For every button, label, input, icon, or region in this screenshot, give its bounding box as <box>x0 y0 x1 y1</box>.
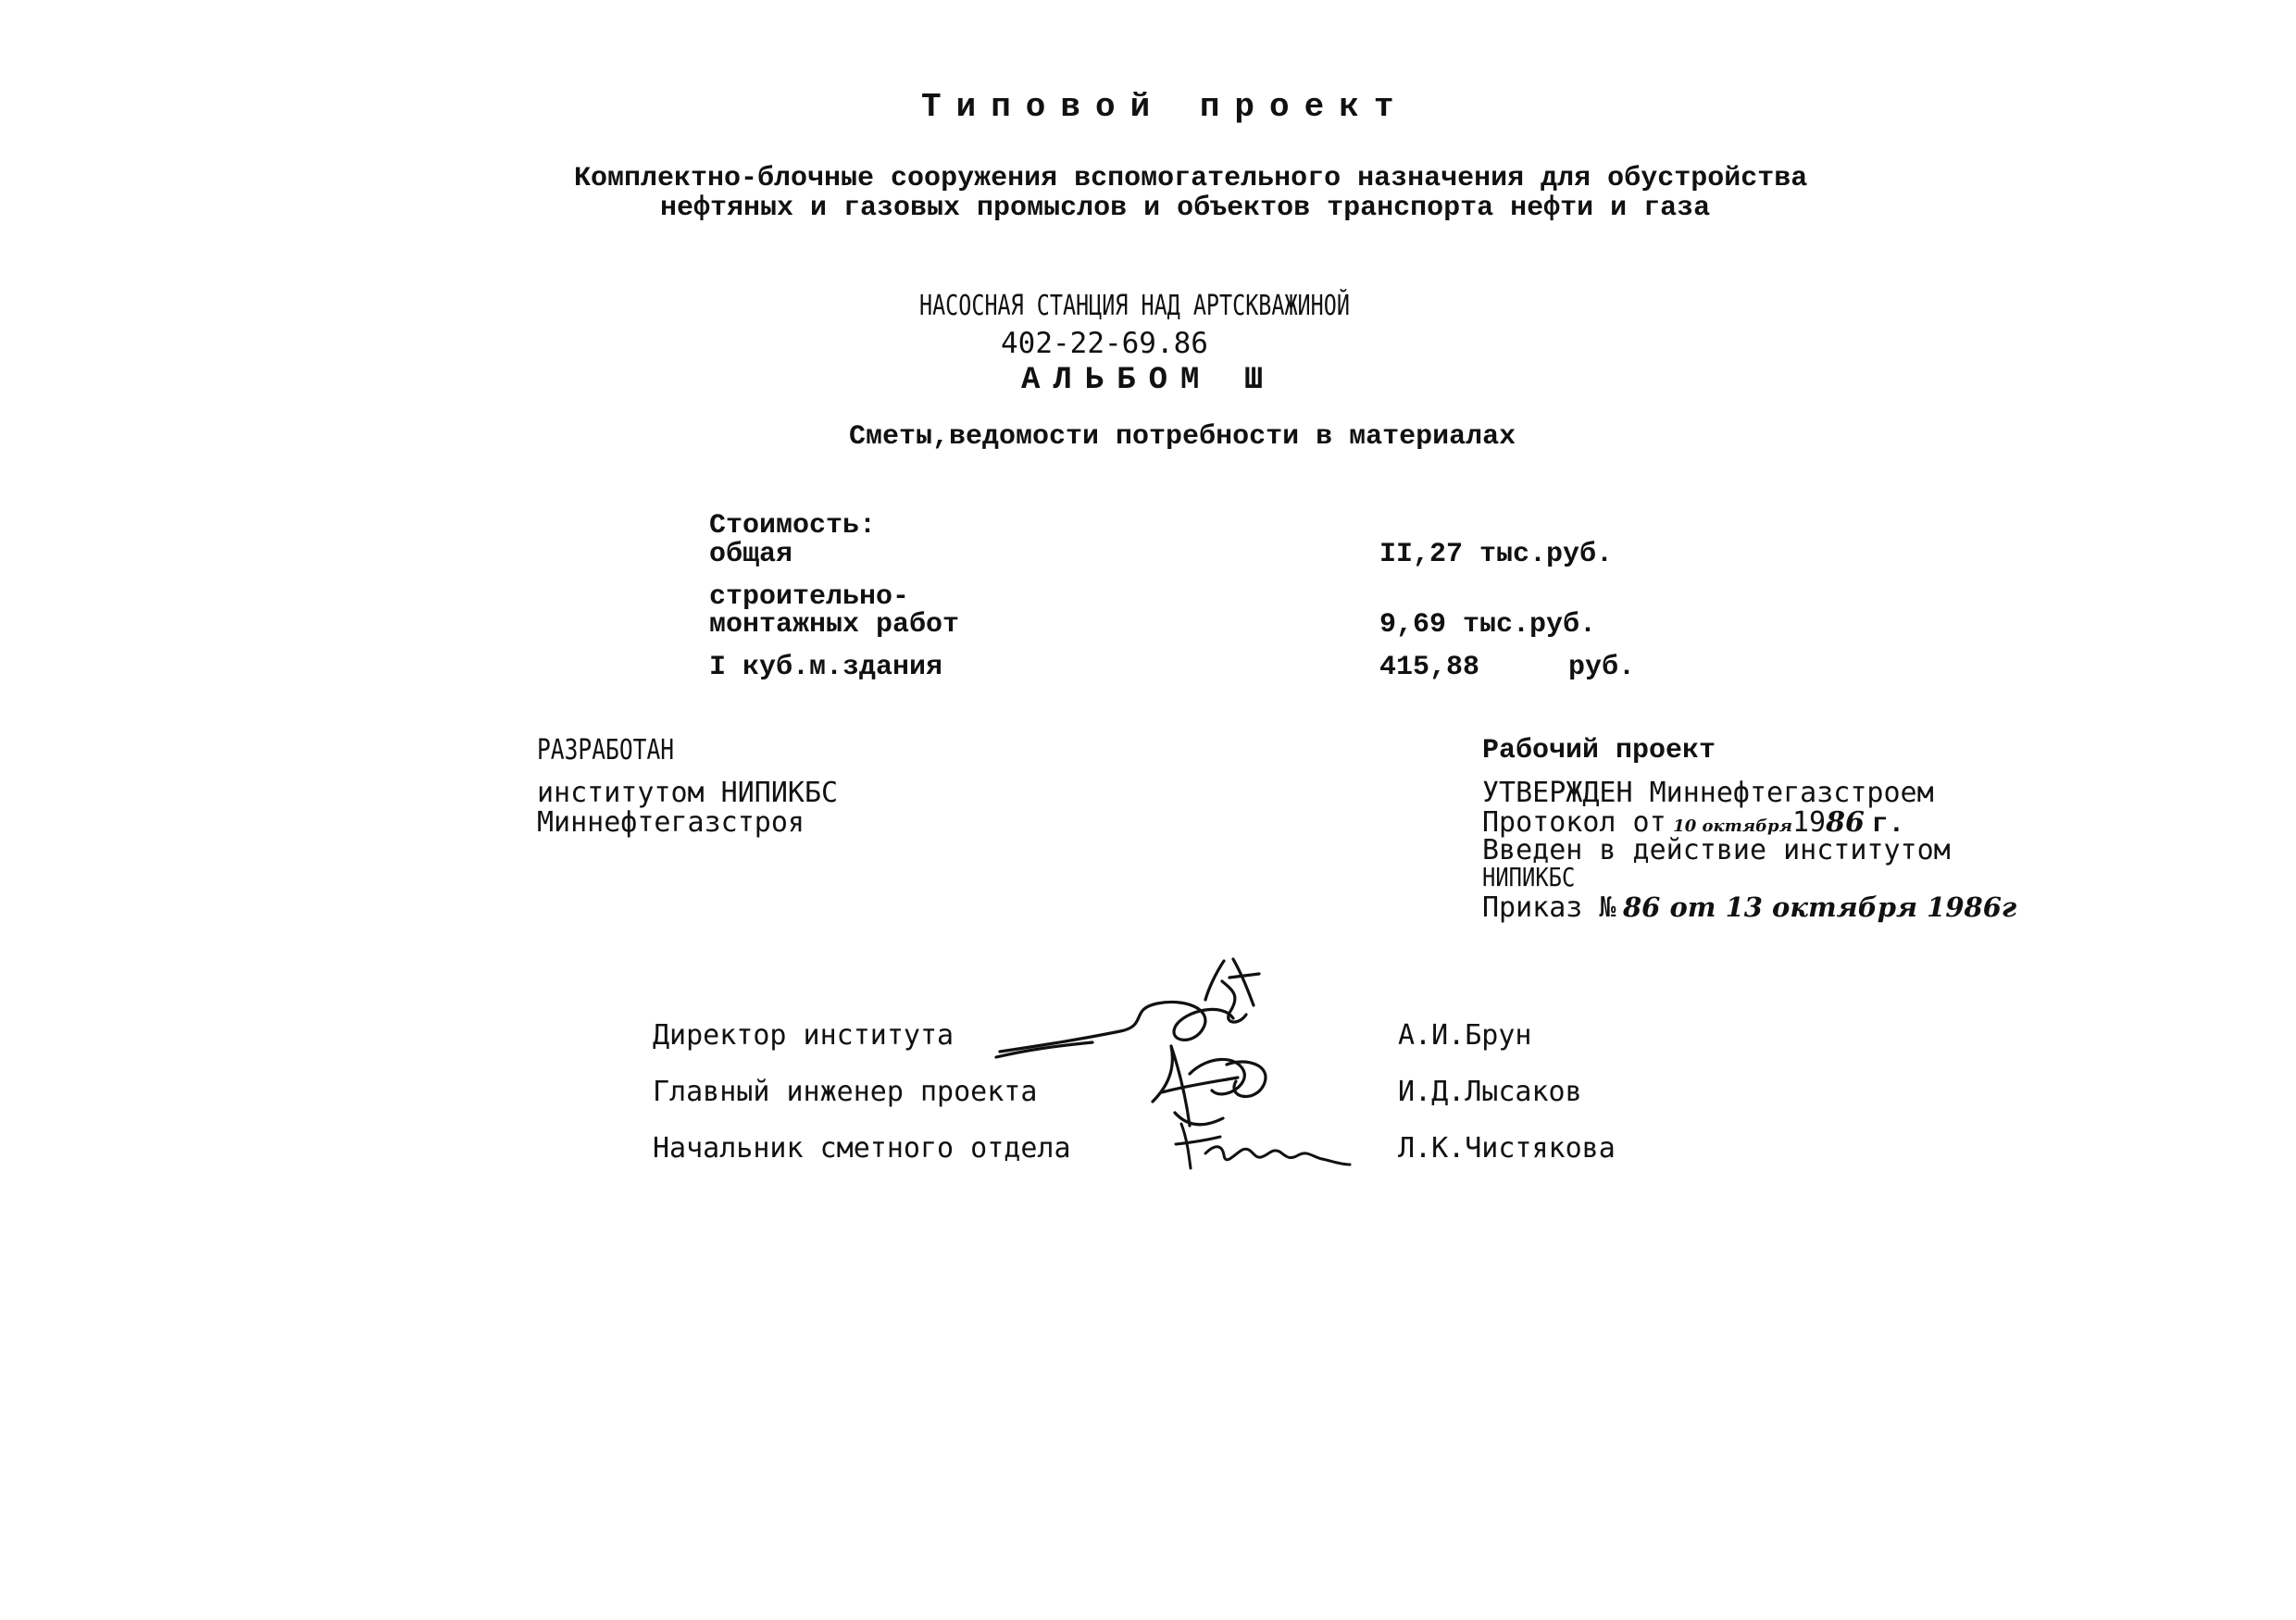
order-handwritten: 86 от 13 октября 1986г <box>1623 891 2017 923</box>
album-number: АЛЬБОМ Ш <box>1021 363 1277 398</box>
signatory-name-chief-engineer: И.Д.Лысаков <box>1398 1076 1582 1108</box>
subtitle-line-2: нефтяных и газовых промыслов и объектов транспорта нефти и газа <box>660 193 1711 224</box>
approved-heading: Рабочий проект <box>1482 735 1716 766</box>
signatory-position-estimates-head: Начальник сметного отдела <box>653 1132 1071 1165</box>
signatory-position-chief-engineer: Главный инженер проекта <box>653 1076 1038 1108</box>
cost-construction-value: 9,69 тыс.руб. <box>1379 609 1597 641</box>
cost-construction-label-1: строительно- <box>709 581 910 613</box>
order-prefix: Приказ № <box>1482 891 1616 924</box>
protocol-year-printed: 19 <box>1791 806 1827 839</box>
signature-estimates-head <box>1168 1116 1354 1181</box>
cost-total-value: II,27 тыс.руб. <box>1379 539 1614 570</box>
album-subject: Сметы,ведомости потребности в материалах <box>849 421 1516 453</box>
signatory-position-director: Директор института <box>653 1019 955 1052</box>
protocol-date-handwritten: 10 октября <box>1673 816 1792 836</box>
signatory-name-estimates-head: Л.К.Чистякова <box>1398 1132 1616 1165</box>
developed-heading: РАЗРАБОТАН <box>537 734 675 766</box>
document-title: Типовой проект <box>921 88 1409 126</box>
cost-per-cubic-value: 415,88 <box>1379 652 1480 683</box>
signatory-name-director: А.И.Брун <box>1398 1019 1532 1052</box>
subtitle-line-1: Комплектно-блочные сооружения вспомогательного назначения для обустройства <box>574 163 1808 194</box>
developed-ministry: Миннефтегазстроя <box>537 806 805 839</box>
protocol-suffix: г. <box>1871 809 1905 841</box>
developed-institute: институтом НИПИКБС <box>537 777 839 809</box>
project-code: 402-22-69.86 <box>1001 327 1208 360</box>
approved-order <box>1482 891 2017 924</box>
cost-construction-label-2: монтажных работ <box>709 609 960 641</box>
protocol-year-handwritten: 86 <box>1826 806 1865 839</box>
approved-ministry: УТВЕРЖДЕН Миннефтегазстроем <box>1482 777 1934 809</box>
project-name: НАСОСНАЯ СТАНЦИЯ НАД АРТСКВАЖИНОЙ <box>919 290 1350 322</box>
cost-total-label: общая <box>709 539 793 570</box>
approved-enacted: Введен в действие институтом <box>1482 834 1951 866</box>
cost-per-cubic-unit: руб. <box>1568 652 1636 683</box>
cost-heading: Стоимость: <box>709 510 877 542</box>
cost-per-cubic-label: I куб.м.здания <box>709 652 943 683</box>
protocol-prefix: Протокол от <box>1482 806 1666 839</box>
approved-enacted-institute: НИПИКБС <box>1482 862 1576 892</box>
